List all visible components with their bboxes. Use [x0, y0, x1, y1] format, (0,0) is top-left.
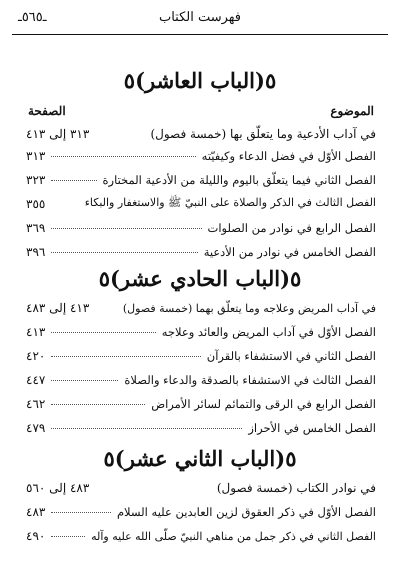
toc-row	[26, 218, 376, 238]
toc-page-number: ٣١٣	[26, 149, 46, 163]
toc-page-number: ٤٧٩	[26, 421, 46, 435]
toc-row	[26, 322, 376, 342]
chapter-heading: ٥(الباب الثاني عشر)٥	[103, 446, 297, 471]
chapter-summary-row	[26, 478, 376, 498]
toc-page-number: ٤١٣	[26, 325, 46, 339]
chapter-summary-row	[26, 298, 376, 318]
toc-page-number: ٤٩٠	[26, 529, 46, 543]
header-rule	[12, 34, 388, 35]
toc-row	[26, 194, 376, 214]
toc-section-title: الفصل الثالث في الاستشفاء بالصدقة والدعاء والصلاة	[124, 373, 376, 387]
toc-section-title: الفصل الثاني في الاستشفاء بالقرآن	[206, 349, 376, 363]
toc-section-title: الفصل الأوّل في آداب المريض والعائد وعلاجه	[161, 325, 376, 339]
toc-section-title: الفصل الثاني فيما يتعلّق باليوم والليلة من الأدعية المختارة	[102, 173, 376, 187]
toc-section-title: الفصل الرابع في نوادر من الصلوات	[207, 221, 376, 235]
dot-leader	[51, 511, 111, 513]
dot-leader	[51, 355, 200, 357]
toc-section-title: الفصل الأوّل في فضل الدعاء وكيفيّته	[201, 149, 376, 163]
toc-page-number: ٤٦٢	[26, 397, 46, 411]
toc-page-number: ٣٩٦	[26, 245, 46, 259]
dot-leader	[51, 227, 201, 229]
toc-row	[26, 394, 376, 414]
chapter-summary-title: في نوادر الكتاب (خمسة فصول)	[216, 481, 376, 495]
toc-page-number: ٣٥٥	[26, 197, 46, 211]
column-header-topic: الموضوع	[330, 104, 374, 118]
dot-leader	[51, 379, 118, 381]
toc-section-title: الفصل الثاني في ذكر جمل من مناهي النبيّ صلّى الله عليه وآله	[91, 529, 376, 543]
toc-row	[26, 418, 376, 438]
chapter-heading: ٥(الباب العاشر)٥	[123, 68, 277, 93]
toc-row	[26, 146, 376, 166]
toc-row	[26, 370, 376, 390]
dot-leader	[51, 331, 155, 333]
toc-section-title: الفصل الأوّل في ذكر العقوق لزين العابدين عليه السلام	[116, 505, 376, 519]
toc-page-number: ٤٢٠	[26, 349, 46, 363]
toc-page-number: ٣٢٣	[26, 173, 46, 187]
column-header-page: الصفحة	[28, 104, 66, 118]
toc-row	[26, 502, 376, 522]
chapter-summary-title: في آداب الأدعية وما يتعلّق بها (خمسة فصول)	[150, 127, 376, 141]
dot-leader	[51, 403, 145, 405]
chapter-page-range: ٤٨٣ إلى ٥٦٠	[26, 481, 90, 495]
toc-page-number: ٤٨٣	[26, 505, 46, 519]
dot-leader	[51, 179, 96, 181]
dot-leader	[51, 427, 242, 429]
running-title: فهرست الكتاب	[158, 10, 242, 25]
toc-section-title: الفصل الخامس في نوادر من الأدعية	[203, 245, 376, 259]
chapter-heading: ٥(الباب الحادي عشر)٥	[98, 266, 302, 291]
toc-row	[26, 242, 376, 262]
toc-row	[26, 526, 376, 546]
dot-leader	[51, 535, 85, 537]
toc-page-number: ٤٤٧	[26, 373, 46, 387]
chapter-page-range: ٤١٣ إلى ٤٨٣	[26, 301, 90, 315]
toc-row	[26, 346, 376, 366]
toc-section-title: الفصل الخامس في الأحراز	[248, 421, 376, 435]
chapter-page-range: ٣١٣ إلى ٤١٣	[26, 127, 90, 141]
toc-section-title: الفصل الثالث في الذكر والصلاة على النبيّ ﷺ والاستغفار والبكاء	[84, 196, 376, 209]
page-header	[12, 6, 388, 34]
toc-row	[26, 170, 376, 190]
chapter-summary-title: في آداب المريض وعلاجه وما يتعلّق بهما (خمسة فصول)	[122, 301, 376, 315]
page-number: ـ٥٦٥ـ	[18, 10, 47, 25]
toc-page-number: ٣٦٩	[26, 221, 46, 235]
toc-section-title: الفصل الرابع في الرقى والتمائم لسائر الأمراض	[151, 397, 376, 411]
dot-leader	[51, 155, 195, 157]
dot-leader	[51, 251, 197, 253]
chapter-summary-row	[26, 124, 376, 144]
